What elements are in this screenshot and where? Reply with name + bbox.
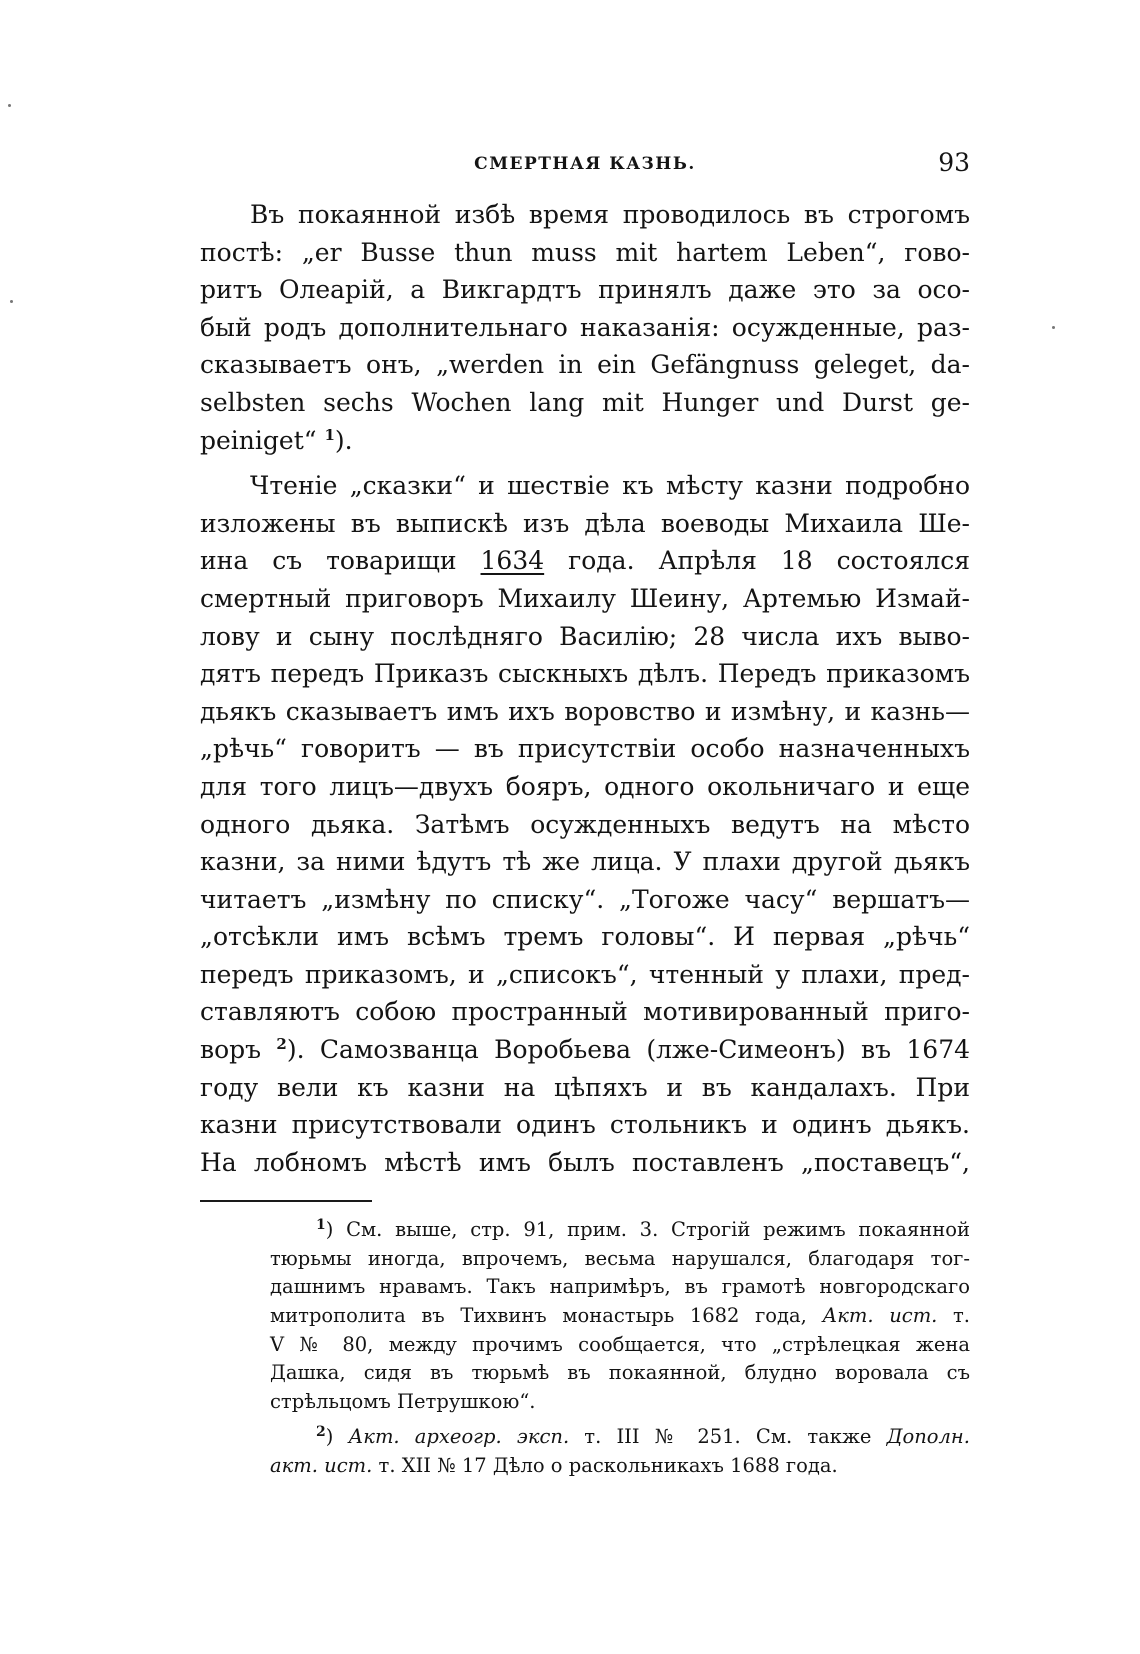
footnote-line: Дашка, сидя въ тюрьмѣ въ покаянной, блудно воровала съ	[270, 1361, 970, 1385]
italic-citation: Акт. археогр. эксп.	[348, 1424, 570, 1448]
text-line: дьякъ сказываетъ имъ ихъ воровство и измѣну, и казнь—	[200, 696, 970, 726]
text-line: году вели къ казни на цѣпяхъ и въ кандалахъ. При	[200, 1072, 970, 1102]
text-line: ставляютъ собою пространный мотивированный приго-	[200, 997, 970, 1027]
text-fragment: ина съ товарищи	[200, 546, 481, 576]
text-line: На лобномъ мѣстѣ имъ былъ поставленъ „поставецъ“,	[200, 1147, 970, 1177]
footnote-line	[270, 1423, 970, 1452]
text-fragment: )	[325, 1424, 349, 1448]
footnote-reference: 1	[324, 425, 335, 444]
text-line: „рѣчь“ говоритъ — въ присутствіи особо назначенныхъ	[200, 734, 970, 764]
text-fragment: т. III № 251. См. также	[569, 1424, 887, 1448]
text-line: сказываетъ онъ, „werden in ein Gefängnuss geleget, da-	[200, 350, 970, 380]
text-fragment: митрополита въ Тихвинъ монастырь 1682 года,	[270, 1304, 823, 1328]
text-line: изложены въ выпискѣ изъ дѣла воеводы Михаила Ше-	[200, 508, 970, 538]
footnote-line: дашнимъ нравамъ. Такъ напримѣръ, въ грамотѣ новгородскаго	[270, 1275, 970, 1299]
footnote-reference: 2	[276, 1035, 287, 1054]
text-line: смертный приговоръ Михаилу Шеину, Артемью Измай-	[200, 583, 970, 613]
text-line: для того лицъ—двухъ бояръ, одного окольничаго и еще	[200, 771, 970, 801]
underlined-year: 1634	[480, 546, 545, 576]
text-line: читаетъ „измѣну по списку“. „Тогоже часу“ вершатъ—	[200, 884, 970, 914]
footnote-number: 2	[316, 1423, 326, 1440]
text-fragment: ). Самозванца Воробьева (лже-Симеонъ) въ 1674	[286, 1035, 971, 1065]
italic-citation: акт. ист.	[270, 1453, 373, 1477]
margin-speck	[1052, 326, 1055, 329]
text-fragment: peiniget“	[200, 425, 325, 455]
footnote-line	[270, 1302, 970, 1331]
footnote-line: V № 80, между прочимъ сообщается, что „стрѣлецкая жена	[270, 1332, 970, 1356]
page-number: 93	[938, 148, 970, 177]
text-fragment: ).	[334, 425, 353, 455]
text-line: ритъ Олеарій, а Викгардтъ принялъ даже это за осо-	[200, 275, 970, 305]
italic-citation: Дополн.	[886, 1424, 970, 1448]
text-line	[200, 422, 970, 460]
footnote-line: стрѣльцомъ Петрушкою“.	[270, 1390, 536, 1414]
footnote-separator	[200, 1200, 372, 1202]
text-line: selbsten sechs Wochen lang mit Hunger und Durst ge-	[200, 387, 970, 417]
text-line	[200, 1031, 970, 1069]
text-fragment: года. Апрѣля 18 состоялся	[544, 546, 970, 576]
margin-speck	[10, 300, 13, 303]
italic-citation: Акт. ист.	[822, 1304, 938, 1328]
text-line: „отсѣкли имъ всѣмъ тремъ головы“. И первая „рѣчь“	[200, 922, 970, 952]
margin-speck	[8, 104, 11, 107]
text-line: лову и сыну послѣдняго Василію; 28 числа ихъ выво-	[200, 621, 970, 651]
text-fragment: ) См. выше, стр. 91, прим. 3. Строгій режимъ покаянной	[325, 1218, 970, 1241]
paragraph-gap	[200, 459, 970, 467]
text-line: дятъ передъ Приказъ сыскныхъ дѣлъ. Передъ приказомъ	[200, 659, 970, 689]
footnote-line	[270, 1452, 970, 1481]
footnote-line	[270, 1216, 970, 1245]
text-fragment: т. XII № 17 Дѣло о раскольникахъ 1688 года.	[372, 1453, 838, 1477]
footnotes	[270, 1216, 970, 1480]
text-line	[200, 542, 970, 580]
running-title: СМЕРТНАЯ КАЗНЬ.	[474, 154, 696, 174]
text-line: Въ покаянной избѣ время проводилось въ строгомъ	[250, 200, 970, 229]
text-fragment: воръ	[200, 1035, 277, 1065]
text-line: передъ приказомъ, и „списокъ“, чтенный у плахи, пред-	[200, 959, 970, 989]
text-line: бый родъ дополнительнаго наказанія: осужденные, раз-	[200, 312, 970, 342]
text-line: одного дьяка. Затѣмъ осужденныхъ ведутъ на мѣсто	[200, 809, 970, 839]
main-text	[200, 196, 970, 1181]
text-line: Чтеніе „сказки“ и шествіе къ мѣсту казни подробно	[250, 471, 970, 501]
text-line: казни присутствовали одинъ стольникъ и одинъ дьякъ.	[200, 1110, 970, 1140]
running-head	[200, 148, 970, 182]
text-line: постѣ: „er Busse thun muss mit hartem Leben“, гово-	[200, 237, 970, 267]
text-fragment: т.	[937, 1304, 970, 1328]
footnote-number: 1	[316, 1217, 326, 1233]
footnote-line: тюрьмы иногда, впрочемъ, весьма нарушался, благодаря тог-	[270, 1246, 970, 1270]
text-line: казни, за ними ѣдутъ тѣ же лица. У плахи другой дьякъ	[200, 847, 970, 877]
